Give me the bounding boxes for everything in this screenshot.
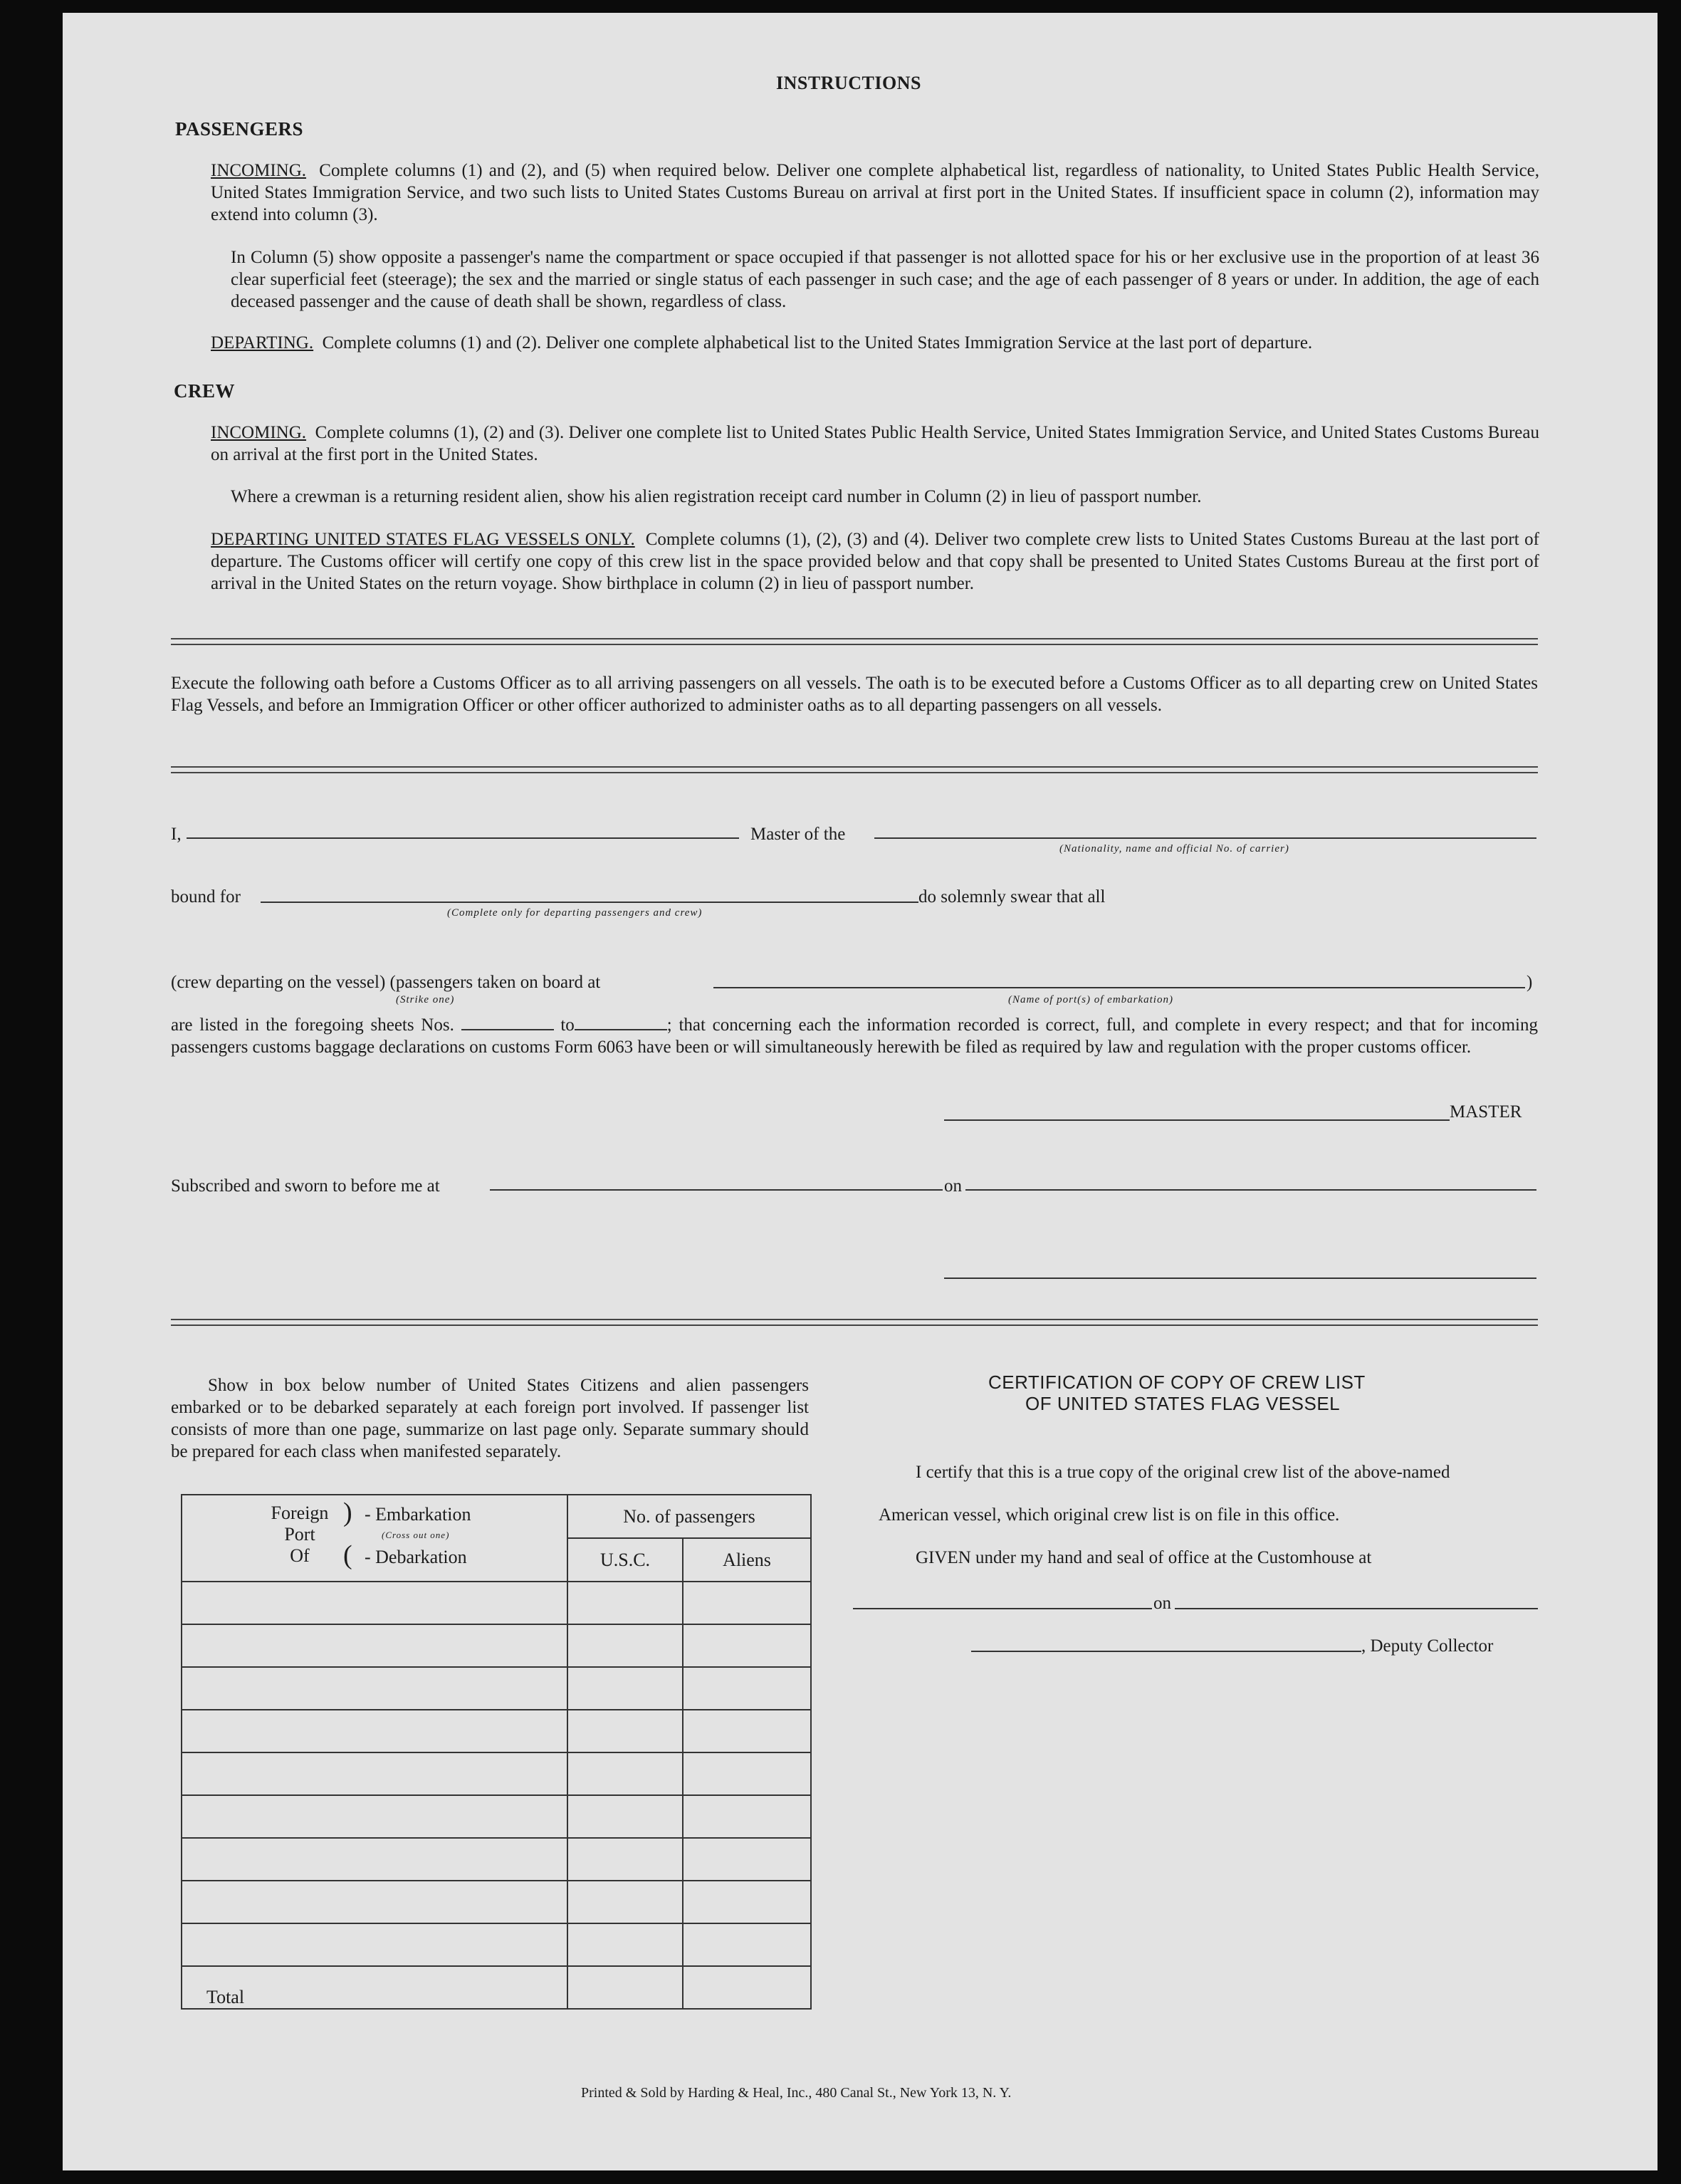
crew-heading: CREW bbox=[174, 380, 236, 402]
table-row bbox=[182, 1838, 811, 1881]
subscribed-date-field[interactable] bbox=[965, 1189, 1536, 1191]
nationality-note: (Nationality, name and official No. of carrier) bbox=[1059, 843, 1289, 855]
table-row bbox=[182, 1667, 811, 1710]
table-row bbox=[182, 1710, 811, 1752]
passengers-incoming-label: INCOMING. bbox=[211, 161, 307, 180]
printer-footer: Printed & Sold by Harding & Heal, Inc., 480 Canal St., New York 13, N. Y. bbox=[581, 2085, 1012, 2101]
passengers-heading: PASSENGERS bbox=[175, 118, 304, 140]
master-of-the-label: Master of the bbox=[750, 825, 846, 844]
crew-resident-paragraph: Where a crewman is a returning resident alien, show his alien registration receipt card number in Column (2) in lieu of passport number. bbox=[231, 487, 1202, 506]
officer-signature-field[interactable] bbox=[944, 1278, 1536, 1279]
aliens-cell[interactable] bbox=[683, 1795, 811, 1838]
port-cell[interactable] bbox=[182, 1624, 567, 1667]
close-paren: ) bbox=[1526, 973, 1533, 992]
subscribed-place-field[interactable] bbox=[490, 1189, 943, 1191]
swear-label: do solemnly swear that all bbox=[918, 887, 1106, 906]
divider-2 bbox=[171, 766, 1538, 773]
passenger-summary-table bbox=[181, 1494, 812, 2010]
listed-label-a: are listed in the foregoing sheets Nos. bbox=[171, 1015, 454, 1035]
aliens-cell[interactable] bbox=[683, 1667, 811, 1710]
master-signature-field[interactable] bbox=[944, 1119, 1450, 1121]
usc-cell[interactable] bbox=[567, 1838, 683, 1881]
certify-line-2: American vessel, which original crew list is on file in this office. bbox=[879, 1505, 1340, 1525]
crew-incoming-paragraph bbox=[211, 422, 1539, 466]
embarkation-label: - Embarkation bbox=[365, 1504, 471, 1525]
certify-line-1: I certify that this is a true copy of the original crew list of the above-named bbox=[916, 1463, 1450, 1482]
passengers-departing-text: Complete columns (1) and (2). Deliver one complete alphabetical list to the United States Immigration Service at the last port of departure. bbox=[322, 333, 1313, 352]
certification-date-field[interactable] bbox=[1175, 1608, 1538, 1609]
usc-cell[interactable] bbox=[567, 1710, 683, 1752]
crew-departing-label: DEPARTING UNITED STATES FLAG VESSELS ONLY. bbox=[211, 530, 635, 549]
ports-note: (Name of port(s) of embarkation) bbox=[1008, 994, 1173, 1005]
oath-intro: Execute the following oath before a Customs Officer as to all arriving passengers on all vessels. The oath is to be executed before a Customs Officer as to all departing crew on United States Flag Vessels, and before an Immigration Officer or other officer authorized to administer oaths as to all departing passengers on all vessels. bbox=[171, 674, 1538, 715]
debarkation-label: - Debarkation bbox=[365, 1547, 467, 1567]
sheet-to-field[interactable] bbox=[575, 1015, 667, 1030]
table-row bbox=[182, 1624, 811, 1667]
master-label: MASTER bbox=[1450, 1102, 1522, 1122]
foreign-label: Foreign bbox=[271, 1503, 329, 1523]
aliens-cell[interactable] bbox=[683, 1923, 811, 1966]
bound-for-label: bound for bbox=[171, 887, 241, 906]
certification-on-label: on bbox=[1153, 1594, 1171, 1613]
aliens-cell[interactable] bbox=[683, 1752, 811, 1795]
aliens-header: Aliens bbox=[683, 1538, 811, 1582]
deputy-signature-field[interactable] bbox=[971, 1651, 1361, 1652]
port-cell[interactable] bbox=[182, 1752, 567, 1795]
port-cell[interactable] bbox=[182, 1795, 567, 1838]
port-cell[interactable] bbox=[182, 1881, 567, 1923]
listed-to-label: to bbox=[560, 1015, 575, 1035]
port-cell[interactable] bbox=[182, 1710, 567, 1752]
table-row bbox=[182, 1752, 811, 1795]
port-header-cell bbox=[182, 1495, 567, 1582]
usc-cell[interactable] bbox=[567, 1667, 683, 1710]
usc-cell[interactable] bbox=[567, 1752, 683, 1795]
total-label: Total bbox=[182, 1966, 567, 2009]
divider-1 bbox=[171, 638, 1538, 645]
customhouse-field[interactable] bbox=[853, 1608, 1152, 1609]
oath-i-label: I, bbox=[171, 825, 182, 844]
summary-text: Show in box below number of United States Citizens and alien passengers embarked or to be debarked separately at each foreign port involved. If passenger list consists of more than one page, summarize on last page only. Separate summary should be prepared for each class when manifested separately. bbox=[171, 1376, 809, 1461]
bound-for-field[interactable] bbox=[261, 902, 918, 903]
given-line: GIVEN under my hand and seal of office at the Customhouse at bbox=[916, 1548, 1372, 1567]
port-label: Port bbox=[284, 1524, 315, 1545]
subscribed-label: Subscribed and sworn to before me at bbox=[171, 1176, 440, 1196]
deputy-collector-label: , Deputy Collector bbox=[1361, 1636, 1494, 1656]
divider-3 bbox=[171, 1319, 1538, 1326]
port-cell[interactable] bbox=[182, 1667, 567, 1710]
crew-departing-label: (crew departing on the vessel) (passengers taken on board at bbox=[171, 973, 601, 992]
table-row bbox=[182, 1795, 811, 1838]
crew-incoming-label: INCOMING. bbox=[211, 423, 307, 442]
port-cell[interactable] bbox=[182, 1582, 567, 1624]
crew-departing-text: Complete columns (1), (2), (3) and (4). Deliver two complete crew lists to United States Customs Bureau at the last port of departure. The Customs officer will certify one copy of this crew list in the space provided below and that copy shall be presented to United States Customs Bureau at the first port of arrival in the United States on the return voyage. Show birthplace in column (2) in lieu of passport number. bbox=[211, 530, 1539, 593]
passengers-incoming-paragraph bbox=[211, 160, 1539, 226]
crew-incoming-text: Complete columns (1), (2) and (3). Deliver one complete list to United States Public Health Service, United States Immigration Service, and United States Customs Bureau on arrival at the first port in the United States. bbox=[211, 423, 1539, 464]
total-aliens-cell[interactable] bbox=[683, 1966, 811, 2009]
crew-departing-paragraph bbox=[211, 528, 1539, 595]
aliens-cell[interactable] bbox=[683, 1881, 811, 1923]
aliens-cell[interactable] bbox=[683, 1838, 811, 1881]
total-usc-cell[interactable] bbox=[567, 1966, 683, 2009]
passengers-departing-paragraph bbox=[211, 332, 1539, 354]
certification-title-1: CERTIFICATION OF COPY OF CREW LIST bbox=[988, 1371, 1366, 1393]
usc-cell[interactable] bbox=[567, 1795, 683, 1838]
carrier-field[interactable] bbox=[874, 837, 1536, 839]
no-passengers-header: No. of passengers bbox=[567, 1495, 811, 1538]
summary-header-row bbox=[182, 1495, 811, 1538]
master-name-field[interactable] bbox=[187, 837, 739, 839]
port-cell[interactable] bbox=[182, 1838, 567, 1881]
usc-cell[interactable] bbox=[567, 1881, 683, 1923]
lower-brace-icon: ( bbox=[343, 1540, 352, 1570]
table-row bbox=[182, 1881, 811, 1923]
usc-cell[interactable] bbox=[567, 1582, 683, 1624]
page-title: INSTRUCTIONS bbox=[776, 73, 921, 93]
total-row bbox=[182, 1966, 811, 2009]
cross-out-note: (Cross out one) bbox=[382, 1530, 450, 1540]
usc-header: U.S.C. bbox=[567, 1538, 683, 1582]
table-row bbox=[182, 1582, 811, 1624]
aliens-cell[interactable] bbox=[683, 1624, 811, 1667]
upper-brace-icon: ) bbox=[343, 1498, 352, 1527]
sheet-from-field[interactable] bbox=[461, 1015, 554, 1030]
embarkation-ports-field[interactable] bbox=[713, 987, 1525, 988]
usc-cell[interactable] bbox=[567, 1624, 683, 1667]
subscribed-on-label: on bbox=[944, 1176, 962, 1196]
aliens-cell[interactable] bbox=[683, 1710, 811, 1752]
listed-paragraph bbox=[171, 1014, 1538, 1058]
strike-note: (Strike one) bbox=[396, 994, 455, 1005]
passengers-departing-label: DEPARTING. bbox=[211, 333, 314, 352]
port-cell[interactable] bbox=[182, 1923, 567, 1966]
listed-label-b: ; that concerning each the information recorded is correct, full, and complete in every respect; and that for incoming passengers customs baggage declarations on customs Form 6063 have been or will simultaneously herewith be filed as required by law and regulation with the proper customs officer. bbox=[171, 1015, 1539, 1057]
passengers-column5-paragraph: In Column (5) show opposite a passenger's name the compartment or space occupied if that passenger is not allotted space for his or her exclusive use in the proportion of at least 36 clear superficial feet (steerage); the sex and the married or single status of each passenger in such case; and the age of each passenger of 8 years or under. In addition, the age of each deceased passenger and the cause of death shall be shown, regardless of class. bbox=[231, 248, 1539, 311]
aliens-cell[interactable] bbox=[683, 1582, 811, 1624]
usc-cell[interactable] bbox=[567, 1923, 683, 1966]
passengers-incoming-text: Complete columns (1) and (2), and (5) when required below. Deliver one complete alphabetical list, regardless of nationality, to United States Public Health Service, United States Immigration Service, and two such lists to United States Customs Bureau on arrival at first port in the United States. If insufficient space in column (2), information may extend into column (3). bbox=[211, 161, 1540, 224]
certification-title-2: OF UNITED STATES FLAG VESSEL bbox=[1025, 1393, 1341, 1414]
table-row bbox=[182, 1923, 811, 1966]
complete-only-note: (Complete only for departing passengers and crew) bbox=[447, 907, 703, 919]
of-label: Of bbox=[290, 1545, 310, 1566]
